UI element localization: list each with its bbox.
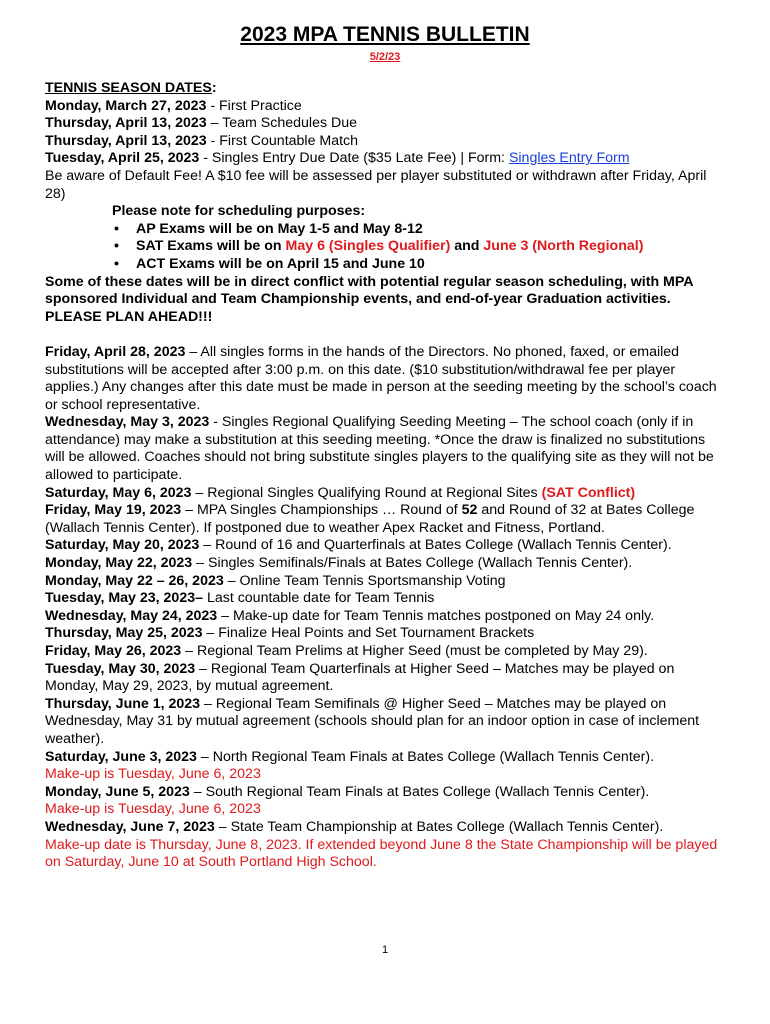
sat-conflict-regional: June 3 (North Regional)	[483, 238, 644, 255]
conflict-warning: Some of these dates will be in direct conflict with potential regular season scheduling, with MPA sponsored Individual and Team Championship events, and end-of-year Graduation activities. PLEASE PLAN AHEAD!!!	[45, 273, 693, 325]
makeup-note: Make-up is Tuesday, June 6, 2023	[45, 801, 261, 818]
event-date: Friday, April 28, 2023	[45, 343, 186, 360]
season-heading-line	[45, 80, 725, 98]
event-date: Saturday, May 6, 2023	[45, 484, 192, 501]
event-text: – Online Team Tennis Sportsmanship Voting	[223, 572, 506, 589]
event-date: Monday, June 5, 2023	[45, 783, 190, 800]
makeup-note: Make-up is Tuesday, June 6, 2023	[45, 766, 261, 783]
singles-entry-row	[45, 150, 725, 168]
event-date: Wednesday, May 3, 2023	[45, 414, 210, 431]
event-row	[45, 555, 725, 573]
event-text: – Regional Team Semifinals @ Higher Seed – Matches may be played on Wednesday, May 31 by mutual agreement (schools should plan for an indoor option in case of inclement weather).	[45, 695, 700, 747]
exam-item-act	[112, 256, 725, 274]
singles-entry-date: Tuesday, April 25, 2023	[45, 150, 200, 167]
event-date: Wednesday, May 24, 2023	[45, 607, 218, 624]
season-date: Monday, March 27, 2023	[45, 97, 207, 114]
exam-ap-text: AP Exams will be on May 1-5 and May 8-12	[136, 220, 423, 237]
event-text: - Singles Regional Qualifying Seeding Meeting – The school coach (only if in attendance) may make a substitution at this seeding meeting. *Once the draw is finalized no substitutions will be allowed. Coaches should not bring substitute singles players to the qualifying site as they will not be allowed to participate.	[45, 414, 714, 484]
event-date: Monday, May 22 – 26, 2023	[45, 572, 224, 589]
event-row	[45, 819, 725, 837]
season-date: Thursday, April 13, 2023	[45, 115, 207, 132]
event-row	[45, 537, 725, 555]
event-date: Friday, May 26, 2023	[45, 643, 182, 659]
event-row	[45, 749, 725, 767]
season-date-text: - First Countable Match	[206, 132, 359, 149]
singles-entry-form-link[interactable]: Singles Entry Form	[508, 150, 630, 167]
event-row	[45, 784, 725, 802]
season-date-row	[45, 98, 725, 116]
spacer	[45, 326, 725, 344]
event-date: Tuesday, May 30, 2023	[45, 660, 196, 677]
event-date: Thursday, May 25, 2023	[45, 625, 203, 642]
event-row	[45, 661, 725, 696]
bulletin-page	[45, 22, 725, 872]
event-text: – Make-up date for Team Tennis matches postponed on May 24 only.	[217, 607, 655, 624]
exam-sat-prefix: SAT Exams will be on	[136, 238, 286, 255]
season-date: Thursday, April 13, 2023	[45, 132, 207, 149]
bullet-icon: •	[114, 238, 119, 255]
event-row	[45, 696, 725, 749]
event-text: – Regional Singles Qualifying Round at Regional Sites	[191, 484, 542, 501]
exam-item-sat	[112, 238, 725, 256]
event-date: Wednesday, June 7, 2023	[45, 818, 215, 835]
event-text: – All singles forms in the hands of the Directors. No phoned, faxed, or emailed substitutions will be accepted after 3:00 p.m. on this date. ($10 substitution/withdrawal fee per player applies.) Any changes after this date must be made in person at the seeding meeting by the school’s coach or school representative.	[45, 343, 717, 413]
round-count: 52	[461, 502, 478, 519]
event-text: – Round of 16 and Quarterfinals at Bates College (Wallach Tennis Center).	[199, 537, 672, 554]
event-text: – MPA Singles Championships … Round of	[181, 502, 462, 519]
makeup-note: Make-up date is Thursday, June 8, 2023. If extended beyond June 8 the State Championship will be played on Saturday, June 10 at South Portland High School.	[45, 836, 718, 871]
season-heading-colon: :	[211, 80, 217, 96]
sat-conflict-singles: May 6 (Singles Qualifier)	[285, 238, 451, 255]
event-date: Saturday, May 20, 2023	[45, 537, 200, 554]
event-text: – Finalize Heal Points and Set Tournament Brackets	[202, 625, 535, 642]
exam-act-text: ACT Exams will be on April 15 and June 10	[136, 255, 425, 272]
event-text: – Singles Semifinals/Finals at Bates College (Wallach Tennis Center).	[192, 555, 633, 572]
event-date: Friday, May 19, 2023	[45, 502, 182, 519]
exam-list	[45, 221, 725, 274]
exam-item-ap	[112, 221, 725, 239]
event-row	[45, 625, 725, 643]
event-date: Monday, May 22, 2023	[45, 555, 193, 572]
event-row	[45, 485, 725, 503]
default-fee-notice: Be aware of Default Fee! A $10 fee will be assessed per player substituted or withdrawn after Friday, April 28)	[45, 167, 707, 202]
singles-entry-text: - Singles Entry Due Date ($35 Late Fee) | Form:	[199, 150, 509, 167]
event-row	[45, 414, 725, 484]
event-date: Thursday, June 1, 2023	[45, 695, 201, 712]
event-row	[45, 573, 725, 591]
bullet-icon: •	[114, 220, 119, 237]
season-date-text: - First Practice	[206, 97, 302, 114]
event-row	[45, 344, 725, 414]
exam-sat-and: and	[450, 238, 484, 255]
page-title: 2023 MPA TENNIS BULLETIN	[240, 23, 530, 46]
event-text: and Round of 32 at Bates College (Wallach Tennis Center). If postponed due to weather Apex Racket and Fitness, Portland.	[45, 502, 695, 536]
event-row	[45, 502, 725, 537]
event-row	[45, 590, 725, 608]
event-date: Tuesday, May 23, 2023–	[45, 590, 203, 607]
scheduling-note: Please note for scheduling purposes:	[112, 203, 366, 220]
season-date-text: – Team Schedules Due	[206, 115, 358, 132]
event-text: – Regional Team Prelims at Higher Seed (must be completed by May 29).	[181, 643, 648, 659]
event-row	[45, 608, 725, 626]
season-date-row	[45, 115, 725, 133]
season-heading: TENNIS SEASON DATES	[45, 80, 212, 96]
event-date: Saturday, June 3, 2023	[45, 748, 197, 765]
event-text: Last countable date for Team Tennis	[203, 590, 435, 607]
season-date-row	[45, 133, 725, 151]
event-row	[45, 643, 725, 661]
event-text: – State Team Championship at Bates College (Wallach Tennis Center).	[214, 818, 664, 835]
event-text: – Regional Team Quarterfinals at Higher Seed – Matches may be played on Monday, May 29, 2023, by mutual agreement.	[45, 660, 675, 695]
sat-conflict-badge: (SAT Conflict)	[541, 484, 636, 501]
event-text: – South Regional Team Finals at Bates College (Wallach Tennis Center).	[189, 783, 650, 800]
bulletin-date: 5/2/23	[369, 51, 401, 63]
event-text: – North Regional Team Finals at Bates College (Wallach Tennis Center).	[196, 748, 655, 765]
page-number: 1	[381, 944, 389, 956]
bullet-icon: •	[114, 255, 119, 272]
